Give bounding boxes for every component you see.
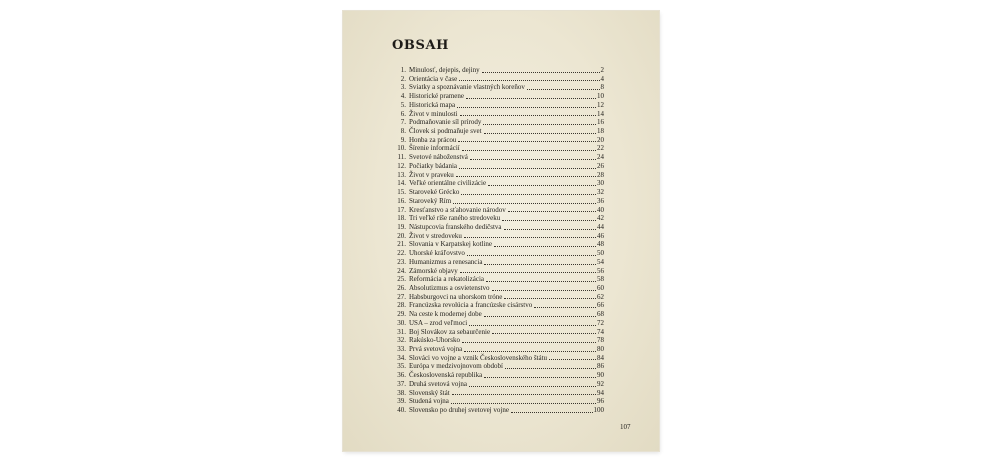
toc-entry-number: 1. — [400, 66, 406, 74]
toc-entry — [392, 328, 604, 337]
toc-entry — [392, 162, 604, 171]
toc-dot-leader — [462, 150, 596, 151]
toc-entry-page: 44 — [597, 222, 604, 231]
toc-entry — [392, 240, 604, 249]
toc-dot-leader — [458, 141, 596, 142]
toc-entry — [392, 214, 604, 223]
toc-entry-number: 6. — [400, 109, 406, 118]
toc-dot-leader — [469, 386, 596, 387]
toc-entry — [392, 293, 604, 302]
toc-entry-page: 94 — [597, 388, 604, 397]
toc-entry — [392, 223, 604, 232]
toc-dot-leader — [453, 203, 596, 204]
toc-entry-page: 100 — [593, 406, 604, 415]
toc-entry — [392, 188, 604, 197]
toc-entry-page: 22 — [597, 144, 604, 153]
toc-entry-number: 39. — [397, 397, 406, 406]
toc-dot-leader — [484, 316, 596, 317]
toc-entry-title: Život v minulosti — [409, 109, 458, 118]
toc-entry-title: Francúzska revolúcia a francúzske cisárstvo — [409, 301, 533, 310]
toc-entry — [392, 75, 604, 84]
toc-entry-title: Staroveký Rím — [409, 196, 452, 205]
toc-entry-title: Rakúsko-Uhorsko — [409, 336, 460, 345]
toc-entry-number: 26. — [397, 283, 406, 292]
toc-entry-page: 96 — [597, 397, 604, 406]
toc-entry-page: 58 — [597, 275, 604, 284]
toc-dot-leader — [464, 351, 596, 352]
toc-entry — [392, 144, 604, 153]
toc-entry-number: 5. — [400, 100, 406, 109]
toc-entry-page: 66 — [597, 301, 604, 310]
toc-entry-number: 13. — [397, 170, 406, 179]
toc-dot-leader — [511, 412, 593, 413]
toc-entry-page: 54 — [597, 257, 604, 266]
toc-entry-page: 60 — [597, 283, 604, 292]
toc-entry-title: Historické pramene — [409, 92, 465, 101]
toc-entry-page: 50 — [597, 249, 604, 258]
toc-entry-number: 28. — [397, 301, 406, 310]
toc-entry-number: 15. — [397, 188, 406, 197]
toc-entry-number: 12. — [397, 161, 406, 170]
toc-entry-page: 26 — [597, 161, 604, 170]
toc-entry-title: Minulosť, dejepis, dejiny — [409, 66, 480, 74]
toc-entry-page: 56 — [597, 266, 604, 275]
toc-entry-number: 23. — [397, 257, 406, 266]
table-of-contents — [392, 66, 604, 415]
toc-dot-leader — [452, 394, 596, 395]
toc-entry-title: Podmaňovanie síl prírody — [409, 118, 482, 127]
toc-entry-number: 24. — [397, 266, 406, 275]
toc-entry-page: 48 — [597, 240, 604, 249]
book-page — [343, 11, 659, 451]
toc-dot-leader — [482, 72, 600, 73]
toc-entry-title: Nástupcovia franského dedičstva — [409, 222, 502, 231]
toc-entry-title: Prvá svetová vojna — [409, 345, 463, 353]
toc-entry — [392, 362, 604, 371]
toc-entry-title: Kresťanstvo a sťahovanie národov — [409, 205, 506, 214]
toc-entry-title: Človek si podmaňuje svet — [409, 127, 482, 136]
toc-dot-leader — [549, 359, 596, 360]
toc-entry-number: 9. — [400, 135, 406, 144]
toc-entry-number: 25. — [397, 275, 406, 284]
toc-entry — [392, 275, 604, 284]
toc-entry — [392, 397, 604, 406]
toc-dot-leader — [470, 159, 596, 160]
toc-dot-leader — [460, 115, 596, 116]
toc-entry-page: 28 — [597, 170, 604, 179]
toc-entry — [392, 179, 604, 188]
toc-entry-page: 8 — [600, 83, 604, 92]
toc-dot-leader — [464, 237, 596, 238]
toc-dot-leader — [466, 98, 596, 99]
toc-entry-number: 36. — [397, 371, 406, 380]
toc-entry-number: 16. — [397, 196, 406, 205]
toc-dot-leader — [484, 377, 596, 378]
toc-dot-leader — [483, 124, 596, 125]
toc-entry-title: Šírenie informácií — [409, 144, 460, 153]
toc-entry-title: Zámorské objavy — [409, 266, 458, 275]
toc-entry-page: 24 — [597, 153, 604, 162]
toc-dot-leader — [461, 194, 596, 195]
toc-entry-title: Reformácia a rekatolizácia — [409, 275, 485, 284]
toc-dot-leader — [492, 290, 597, 291]
toc-entry — [392, 267, 604, 276]
toc-entry-number: 27. — [397, 292, 406, 301]
toc-entry-title: Honba za prácou — [409, 135, 457, 144]
toc-entry-title: Slovania v Karpatskej kotline — [409, 240, 493, 249]
toc-entry-number: 19. — [397, 222, 406, 231]
toc-entry-title: Sviatky a spoznávanie vlastných koreňov — [409, 83, 525, 92]
toc-entry — [392, 92, 604, 101]
toc-entry-page: 90 — [597, 371, 604, 380]
toc-entry-title: Staroveké Grécko — [409, 188, 460, 197]
toc-entry-number: 17. — [397, 205, 406, 214]
toc-entry-page: 80 — [597, 345, 604, 353]
toc-entry — [392, 336, 604, 345]
toc-entry-page: 40 — [597, 205, 604, 214]
toc-dot-leader — [467, 255, 596, 256]
toc-dot-leader — [527, 89, 600, 90]
toc-dot-leader — [486, 281, 596, 282]
toc-entry-number: 33. — [397, 345, 406, 353]
toc-entry-title: Svetové náboženstvá — [409, 153, 468, 162]
toc-entry-title: Slováci vo vojne a vznik Československého štátu — [409, 353, 548, 362]
toc-entry — [392, 389, 604, 398]
page-title: OBSAH — [392, 38, 450, 53]
toc-entry-title: Slovenský štát — [409, 388, 450, 397]
toc-entry-page: 46 — [597, 231, 604, 240]
toc-entry-page: 20 — [597, 135, 604, 144]
toc-entry-number: 38. — [397, 388, 406, 397]
toc-entry-number: 30. — [397, 318, 406, 327]
toc-entry-page: 32 — [597, 188, 604, 197]
toc-entry-page: 12 — [597, 100, 604, 109]
toc-entry-title: Slovensko po druhej svetovej vojne — [409, 406, 509, 415]
toc-entry — [392, 371, 604, 380]
toc-entry-number: 4. — [400, 92, 406, 101]
toc-entry — [392, 197, 604, 206]
toc-dot-leader — [462, 342, 596, 343]
toc-entry-number: 10. — [397, 144, 406, 153]
toc-dot-leader — [488, 185, 596, 186]
toc-entry-title: Uhorské kráľovstvo — [409, 249, 465, 258]
toc-entry-number: 7. — [400, 118, 406, 127]
toc-dot-leader — [502, 220, 596, 221]
toc-entry-page: 30 — [597, 179, 604, 188]
toc-entry-page: 42 — [597, 214, 604, 223]
toc-entry — [392, 301, 604, 310]
toc-entry — [392, 101, 604, 110]
toc-entry-number: 2. — [400, 74, 406, 83]
toc-dot-leader — [492, 333, 596, 334]
toc-entry-page: 78 — [597, 336, 604, 345]
toc-entry-number: 14. — [397, 179, 406, 188]
toc-dot-leader — [494, 246, 596, 247]
toc-dot-leader — [469, 325, 596, 326]
toc-dot-leader — [484, 264, 596, 265]
toc-entry-title: Studená vojna — [409, 397, 449, 406]
toc-entry-number: 8. — [400, 127, 406, 136]
toc-entry-page: 10 — [597, 92, 604, 101]
toc-entry-title: Na ceste k modernej dobe — [409, 310, 482, 319]
toc-dot-leader — [504, 229, 596, 230]
toc-entry-title: Život v praveku — [409, 170, 454, 179]
toc-entry — [392, 258, 604, 267]
toc-entry — [392, 171, 604, 180]
toc-dot-leader — [504, 298, 596, 299]
page-number: 107 — [620, 423, 631, 431]
toc-entry-page: 18 — [597, 127, 604, 136]
toc-entry-page: 2 — [600, 66, 604, 74]
toc-entry-number: 40. — [397, 406, 406, 415]
toc-entry — [392, 249, 604, 258]
toc-entry-page: 92 — [597, 379, 604, 388]
toc-entry — [392, 232, 604, 241]
toc-entry-title: Orientácia v čase — [409, 74, 458, 83]
toc-dot-leader — [457, 107, 596, 108]
toc-dot-leader — [451, 403, 596, 404]
toc-entry — [392, 206, 604, 215]
toc-entry-number: 29. — [397, 310, 406, 319]
toc-entry-title: Absolutizmus a osvietenstvo — [409, 283, 490, 292]
toc-entry — [392, 127, 604, 136]
toc-entry-number: 35. — [397, 362, 406, 371]
toc-entry-page: 14 — [597, 109, 604, 118]
toc-entry-page: 84 — [597, 353, 604, 362]
toc-entry-title: Historická mapa — [409, 100, 456, 109]
toc-entry — [392, 319, 604, 328]
toc-entry-title: Humanizmus a renesancia — [409, 257, 483, 266]
toc-entry-title: USA – zrod veľmoci — [409, 318, 468, 327]
toc-dot-leader — [484, 133, 596, 134]
toc-entry — [392, 345, 604, 354]
toc-entry-number: 34. — [397, 353, 406, 362]
toc-entry-page: 16 — [597, 118, 604, 127]
toc-entry-page: 86 — [597, 362, 604, 371]
toc-entry-page: 36 — [597, 196, 604, 205]
toc-entry-title: Československá republika — [409, 371, 483, 380]
toc-entry — [392, 310, 604, 319]
toc-entry — [392, 83, 604, 92]
toc-entry — [392, 66, 604, 75]
toc-entry-title: Habsburgovci na uhorskom tróne — [409, 292, 503, 301]
toc-dot-leader — [534, 307, 596, 308]
toc-entry-number: 3. — [400, 83, 406, 92]
toc-entry-number: 32. — [397, 336, 406, 345]
toc-dot-leader — [508, 211, 596, 212]
toc-dot-leader — [505, 368, 596, 369]
toc-entry-page: 68 — [597, 310, 604, 319]
toc-entry-page: 62 — [597, 292, 604, 301]
toc-entry — [392, 284, 604, 293]
toc-dot-leader — [460, 272, 596, 273]
toc-dot-leader — [459, 168, 596, 169]
toc-entry-page: 72 — [597, 318, 604, 327]
toc-entry-number: 21. — [397, 240, 406, 249]
toc-entry — [392, 136, 604, 145]
toc-entry — [392, 380, 604, 389]
toc-entry — [392, 118, 604, 127]
toc-entry-number: 18. — [397, 214, 406, 223]
toc-entry-title: Veľké orientálne civilizácie — [409, 179, 487, 188]
toc-entry-number: 20. — [397, 231, 406, 240]
toc-entry-title: Európa v medzivojnovom období — [409, 362, 503, 371]
toc-entry-number: 11. — [397, 153, 406, 162]
toc-entry-title: Život v stredoveku — [409, 231, 462, 240]
toc-entry-number: 37. — [397, 379, 406, 388]
toc-dot-leader — [459, 80, 599, 81]
toc-entry-title: Boj Slovákov za sebaurčenie — [409, 327, 491, 336]
toc-entry — [392, 110, 604, 119]
toc-entry-title: Druhá svetová vojna — [409, 379, 467, 388]
toc-entry — [392, 153, 604, 162]
toc-dot-leader — [456, 176, 596, 177]
toc-entry-number: 22. — [397, 249, 406, 258]
toc-entry — [392, 406, 604, 415]
toc-entry-page: 74 — [597, 327, 604, 336]
toc-entry-number: 31. — [397, 327, 406, 336]
toc-entry-title: Počiatky bádania — [409, 161, 458, 170]
toc-entry — [392, 354, 604, 363]
toc-entry-title: Tri veľké ríše raného stredoveku — [409, 214, 501, 223]
toc-entry-page: 4 — [600, 74, 604, 83]
